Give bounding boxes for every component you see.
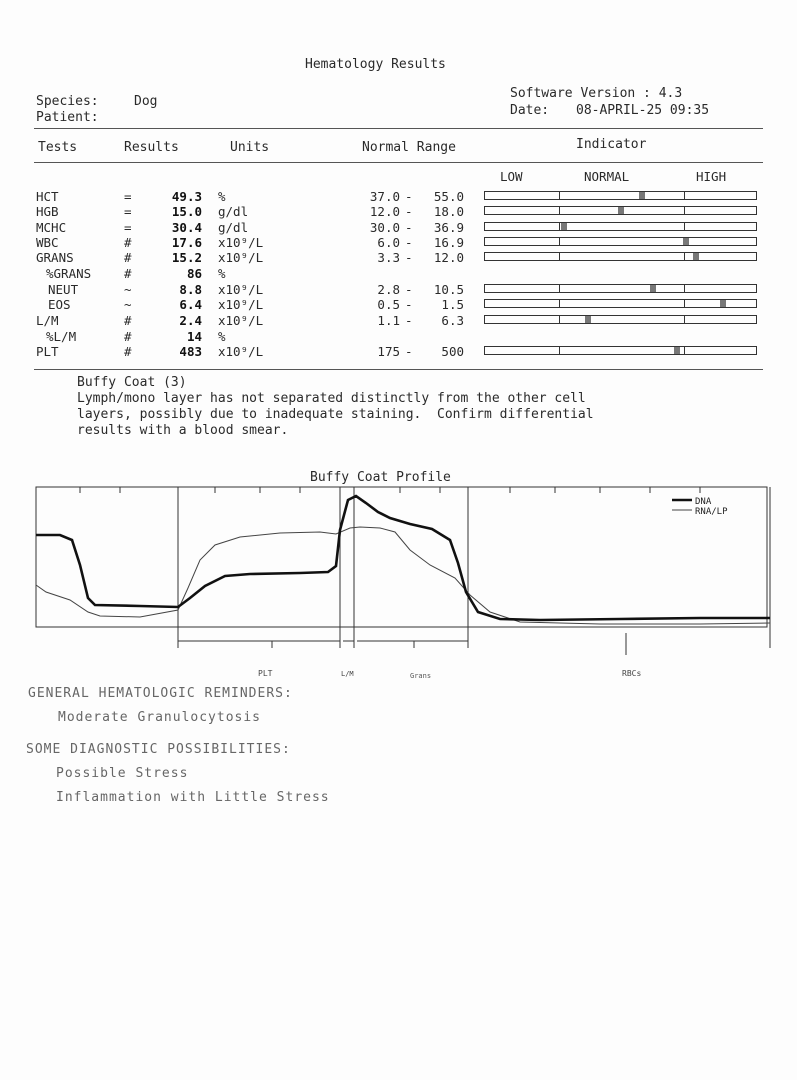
test-name: HCT bbox=[36, 189, 59, 204]
rna-lp-line bbox=[36, 527, 770, 624]
range-high: 16.9 bbox=[433, 235, 464, 250]
range-low: 0.5 bbox=[377, 297, 400, 312]
result-flag: ~ bbox=[124, 297, 132, 312]
range-high: 6.3 bbox=[441, 313, 464, 328]
range-high: 55.0 bbox=[433, 189, 464, 204]
range-high: 18.0 bbox=[433, 204, 464, 219]
reminders-heading: GENERAL HEMATOLOGIC REMINDERS: bbox=[28, 686, 293, 701]
result-unit: % bbox=[218, 329, 226, 344]
region-label-rbcs: RBCs bbox=[622, 669, 642, 678]
test-name: HGB bbox=[36, 204, 59, 219]
test-name: L/M bbox=[36, 313, 59, 328]
range-dash: - bbox=[405, 344, 413, 359]
range-high: 36.9 bbox=[433, 220, 464, 235]
result-value: 17.6 bbox=[171, 235, 202, 250]
range-dash: - bbox=[405, 204, 413, 219]
date-label: Date: bbox=[510, 103, 550, 118]
result-flag: # bbox=[124, 329, 132, 344]
note-line: layers, possibly due to inadequate staining. Confirm differential bbox=[77, 407, 594, 422]
result-unit: x10⁹/L bbox=[218, 235, 264, 250]
result-value: 6.4 bbox=[179, 297, 202, 312]
range-dash: - bbox=[405, 235, 413, 250]
result-value: 15.0 bbox=[171, 204, 202, 219]
chart-ticks bbox=[80, 487, 700, 493]
note-line: Lymph/mono layer has not separated distinctly from the other cell bbox=[77, 391, 586, 406]
diagnosis-item: Possible Stress bbox=[56, 766, 189, 781]
indicator-normal-label: NORMAL bbox=[584, 169, 630, 184]
result-unit: x10⁹/L bbox=[218, 282, 264, 297]
test-name: %L/M bbox=[46, 329, 77, 344]
test-name: NEUT bbox=[48, 282, 79, 297]
range-high: 1.5 bbox=[441, 297, 464, 312]
result-flag: # bbox=[124, 235, 132, 250]
result-flag: # bbox=[124, 313, 132, 328]
software-version: Software Version : 4.3 bbox=[510, 86, 683, 101]
region-label-plt: PLT bbox=[258, 669, 273, 678]
range-low: 37.0 bbox=[369, 189, 400, 204]
range-high: 12.0 bbox=[433, 250, 464, 265]
result-flag: = bbox=[124, 220, 132, 235]
species-value: Dog bbox=[134, 94, 158, 109]
indicator-high-label: HIGH bbox=[696, 169, 727, 184]
diagnoses-heading: SOME DIAGNOSTIC POSSIBILITIES: bbox=[26, 742, 291, 757]
indicator-low-label: LOW bbox=[500, 169, 523, 184]
range-dash: - bbox=[405, 297, 413, 312]
result-unit: g/dl bbox=[218, 204, 249, 219]
report-title: Hematology Results bbox=[305, 57, 446, 72]
result-value: 30.4 bbox=[171, 220, 202, 235]
result-value: 49.3 bbox=[171, 189, 202, 204]
col-results: Results bbox=[124, 140, 179, 155]
region-label-lm: L/M bbox=[341, 670, 354, 678]
test-name: PLT bbox=[36, 344, 59, 359]
chart-legend bbox=[672, 497, 728, 517]
col-normal-range: Normal Range bbox=[362, 140, 456, 155]
result-flag: # bbox=[124, 344, 132, 359]
patient-label: Patient: bbox=[36, 110, 99, 125]
col-indicator: Indicator bbox=[576, 137, 647, 152]
result-value: 86 bbox=[186, 266, 202, 281]
col-tests: Tests bbox=[38, 140, 78, 155]
test-name: %GRANS bbox=[46, 266, 92, 281]
test-name: GRANS bbox=[36, 250, 74, 265]
region-label-grans: Grans bbox=[410, 672, 432, 680]
diagnosis-item: Inflammation with Little Stress bbox=[56, 790, 330, 805]
range-dash: - bbox=[405, 282, 413, 297]
range-low: 6.0 bbox=[377, 235, 400, 250]
note-line: results with a blood smear. bbox=[77, 423, 289, 438]
region-boundaries bbox=[178, 487, 770, 655]
dna-line bbox=[36, 496, 770, 620]
test-name: EOS bbox=[48, 297, 71, 312]
result-unit: x10⁹/L bbox=[218, 313, 264, 328]
result-value: 8.8 bbox=[179, 282, 202, 297]
range-low: 12.0 bbox=[369, 204, 400, 219]
result-unit: g/dl bbox=[218, 220, 249, 235]
result-value: 14 bbox=[186, 329, 202, 344]
result-unit: x10⁹/L bbox=[218, 344, 264, 359]
date-value: 08-APRIL-25 09:35 bbox=[576, 103, 710, 118]
result-flag: = bbox=[124, 189, 132, 204]
range-low: 175 bbox=[377, 344, 400, 359]
result-flag: ~ bbox=[124, 282, 132, 297]
reminder-item: Moderate Granulocytosis bbox=[58, 710, 262, 725]
buffy-coat-heading: Buffy Coat (3) bbox=[77, 375, 187, 390]
range-high: 500 bbox=[441, 344, 464, 359]
range-low: 3.3 bbox=[377, 250, 400, 265]
species-label: Species: bbox=[36, 94, 99, 109]
result-value: 15.2 bbox=[171, 250, 202, 265]
test-name: MCHC bbox=[36, 220, 67, 235]
result-flag: # bbox=[124, 250, 132, 265]
result-flag: # bbox=[124, 266, 132, 281]
chart-title: Buffy Coat Profile bbox=[310, 470, 451, 485]
test-name: WBC bbox=[36, 235, 59, 250]
result-unit: x10⁹/L bbox=[218, 297, 264, 312]
result-flag: = bbox=[124, 204, 132, 219]
result-value: 483 bbox=[179, 344, 202, 359]
range-low: 2.8 bbox=[377, 282, 400, 297]
range-dash: - bbox=[405, 220, 413, 235]
range-high: 10.5 bbox=[433, 282, 464, 297]
range-low: 30.0 bbox=[369, 220, 400, 235]
range-dash: - bbox=[405, 313, 413, 328]
result-unit: x10⁹/L bbox=[218, 250, 264, 265]
result-unit: % bbox=[218, 266, 226, 281]
range-dash: - bbox=[405, 189, 413, 204]
legend-dna: DNA bbox=[695, 497, 712, 507]
col-units: Units bbox=[230, 140, 270, 155]
range-low: 1.1 bbox=[377, 313, 400, 328]
legend-rna-lp: RNA/LP bbox=[695, 507, 728, 517]
range-dash: - bbox=[405, 250, 413, 265]
result-value: 2.4 bbox=[179, 313, 202, 328]
result-unit: % bbox=[218, 189, 226, 204]
